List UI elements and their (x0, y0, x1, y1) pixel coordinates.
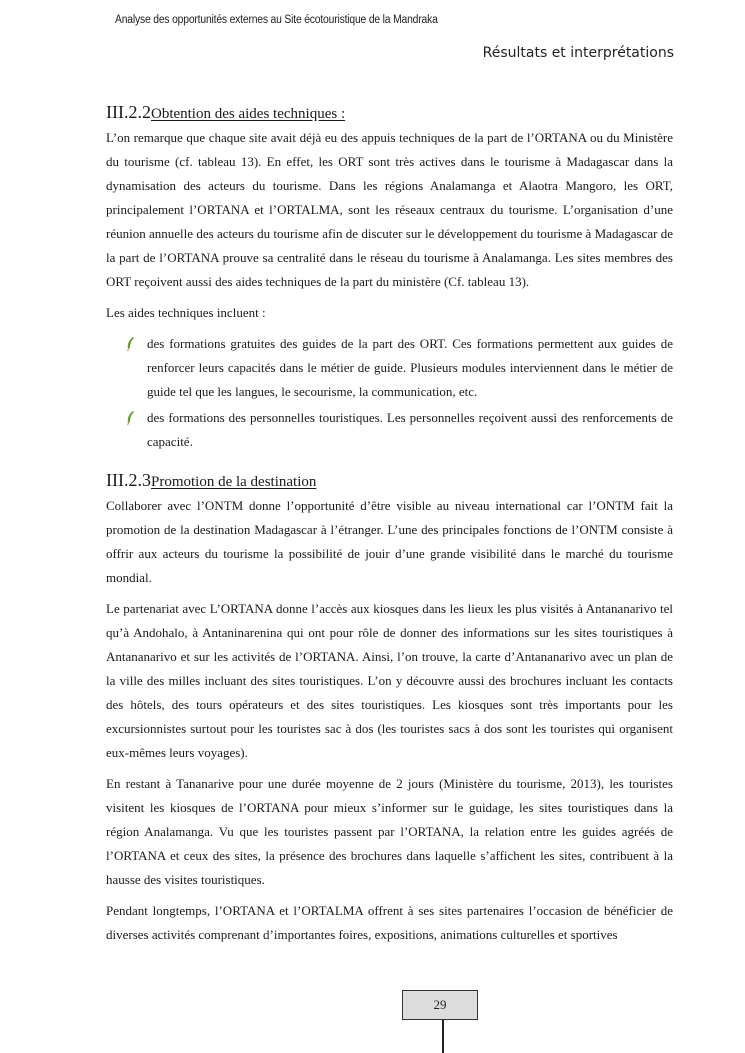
paragraph: Le partenariat avec L’ORTANA donne l’accès aux kiosques dans les lieux les plus visités à Antananarivo tel qu’à Andohalo, à Antaninarenina qui ont pour rôle de donner des informations sur les sites touristiques à Antananarivo et sur les activités de l’ORTANA. Ainsi, l’on trouve, la carte d’Antananarivo avec un plan de la ville des milles incluant des sites touristiques. L’on y découvre aussi des brochures incluant les contacts des hôtels, des tours opérateurs et des sites touristiques. Les kiosques sont très importants pour les excursionnistes surtout pour les touristes sac à dos (les touristes sacs à dos sont les touristes qui organisent eux-mêmes leurs voyages). (106, 601, 673, 760)
section-heading-3-2-2 (106, 100, 673, 126)
paragraph: Pendant longtemps, l’ORTANA et l’ORTALMA offrent à ses sites partenaires l’occasion de bénéficier de diverses activités comprenant d’importantes foires, expositions, animations culturelles et sportives (106, 903, 673, 942)
paragraph-intro: Les aides techniques incluent : (106, 305, 266, 320)
page-number: 29 (402, 990, 478, 1020)
paragraph: Collaborer avec l’ONTM donne l’opportunité d’être visible au niveau international car l’ONTM fait la promotion de la destination Madagascar à l’étranger. L’une des principales fonctions de l’ONTM consiste à offrir aux acteurs du tourisme la possibilité de jouir d’une grande visibilité dans le marché du tourisme mondial. (106, 498, 673, 585)
section-title: Promotion de la destination (150, 474, 317, 490)
bullet-list (106, 332, 673, 454)
leaf-bullet-icon (124, 410, 136, 426)
bullet-item (106, 332, 673, 404)
section-number: III.2.2 (106, 102, 151, 122)
section-title: Obtention des aides techniques : (150, 106, 346, 122)
running-header: Analyse des opportunités externes au Site écotouristique de la Mandraka (115, 14, 438, 26)
paragraph: En restant à Tananarive pour une durée moyenne de 2 jours (Ministère du tourisme, 2013), les touristes visitent les kiosques de l’ORTANA pour mieux s’informer sur le guidage, les sites touristiques dans la région Analamanga. Vu que les touristes passent par l’ORTANA, la relation entre les guides agréés de l’ORTANA et ceux des sites, la présence des brochures dans laquelle s’affichent les sites, contribuent à la hausse des visites touristiques. (106, 776, 673, 887)
page-content (106, 100, 673, 954)
chapter-header: Résultats et interprétations (482, 45, 674, 61)
section-number: III.2.3 (106, 470, 151, 490)
leaf-bullet-icon (124, 336, 136, 352)
bullet-item (106, 406, 673, 454)
paragraph: L’on remarque que chaque site avait déjà eu des appuis techniques de la part de l’ORTANA ou du Ministère du tourisme (cf. tableau 13). En effet, les ORT sont très actives dans le tourisme à Madagascar dans la dynamisation des acteurs du tourisme. Dans les régions Analamanga et Alaotra Mangoro, les ORT, principalement l’ORTANA et l’ORTALMA, sont les réseaux centraux du tourisme. L’organisation d’une réunion annuelle des acteurs du tourisme afin de discuter sur le développement du tourisme à Madagascar de la part de l’ORTANA prouve sa centralité dans le réseau du tourisme à Analamanga. Les sites membres des ORT reçoivent aussi des aides techniques de la part du ministère (Cf. tableau 13). (106, 130, 673, 289)
bullet-text: des formations des personnelles touristiques. Les personnelles reçoivent aussi des renforcements de capacité. (147, 410, 673, 449)
page-number-divider (442, 1020, 444, 1053)
bullet-text: des formations gratuites des guides de la part des ORT. Ces formations permettent aux guides de renforcer leurs capacités dans le métier de guide. Plusieurs modules interviennent dans le métier de guide tel que les langues, le secourisme, la communication, etc. (147, 336, 673, 399)
section-heading-3-2-3 (106, 468, 673, 494)
